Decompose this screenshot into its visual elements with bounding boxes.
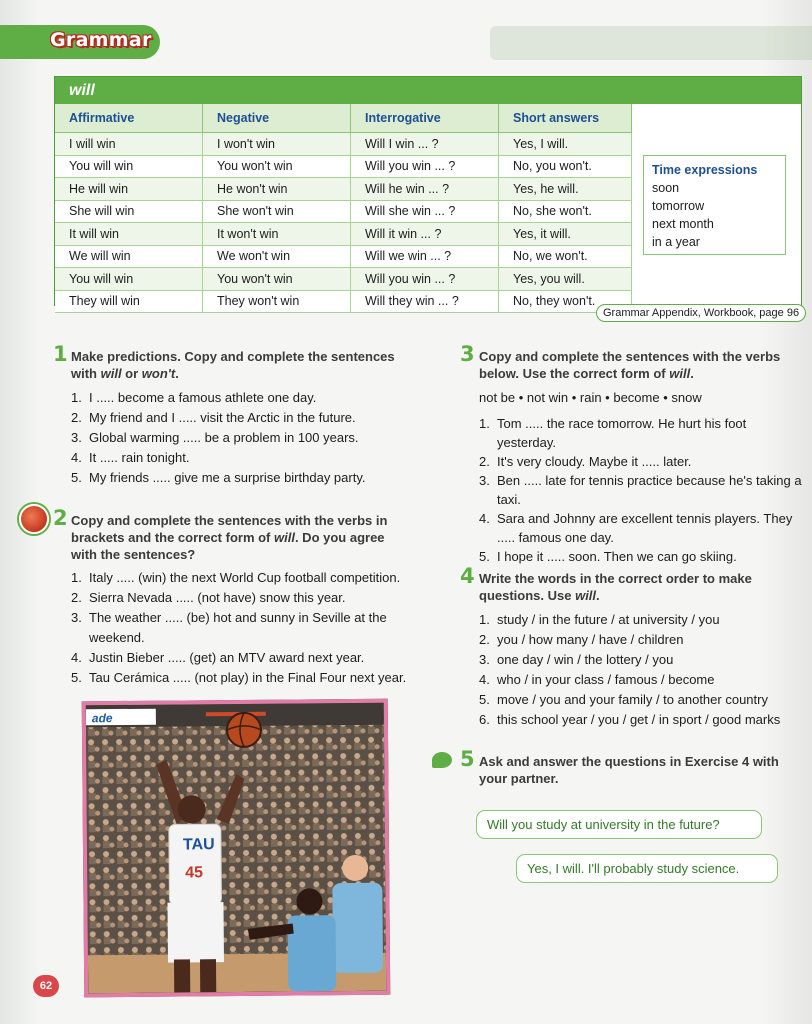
table-cell: He won't win (203, 178, 351, 201)
table-row (55, 133, 632, 156)
table-cell: Will it win ... ? (351, 223, 499, 246)
item-text: My friends ..... give me a surprise birthday party. (89, 470, 366, 485)
exercise-2-list (71, 568, 421, 688)
photo-banner-text: ade (91, 711, 113, 726)
table-cell: We will win (55, 245, 203, 268)
table-row (55, 178, 632, 201)
will-table (55, 104, 632, 313)
instruction-text: or (121, 366, 142, 381)
item-number: 2. (71, 590, 82, 605)
item-text: Tom ..... the race tomorrow. He hurt his foot yesterday. (497, 416, 747, 450)
item-text: this school year / you / get / in sport / good marks (497, 712, 781, 727)
column-header: Affirmative (55, 104, 203, 133)
basketball-photo (82, 699, 391, 998)
grammar-box (54, 76, 802, 309)
item-number: 3. (479, 473, 490, 488)
list-item (71, 668, 421, 688)
item-text: I ..... become a famous athlete one day. (89, 390, 317, 405)
table-cell: Will I win ... ? (351, 133, 499, 156)
table-row (55, 223, 632, 246)
table-cell: She won't win (203, 200, 351, 223)
item-number: 2. (71, 410, 82, 425)
list-item (479, 452, 805, 471)
table-cell: They will win (55, 290, 203, 313)
item-number: 3. (71, 610, 82, 625)
table-cell: No, she won't. (499, 200, 632, 223)
time-expression: soon (652, 181, 680, 195)
table-cell: Yes, it will. (499, 223, 632, 246)
speech-bubble-icon (432, 752, 452, 768)
table-cell: Will they win ... ? (351, 290, 499, 313)
table-cell: They won't win (203, 290, 351, 313)
table-cell: I will win (55, 133, 203, 156)
table-cell: We won't win (203, 245, 351, 268)
list-item (71, 588, 421, 608)
item-text: Sierra Nevada ..... (not have) snow this year. (89, 590, 346, 605)
list-item (479, 471, 805, 509)
exercise-5-instructions: Ask and answer the questions in Exercise 4 with your partner. (479, 754, 779, 786)
exercise-number: 4 (460, 564, 475, 588)
list-item (479, 650, 805, 670)
table-cell: Will you win ... ? (351, 268, 499, 291)
exercise-number: 5 (460, 747, 475, 771)
table-cell: Yes, you will. (499, 268, 632, 291)
item-number: 4. (479, 511, 490, 526)
item-number: 5. (71, 670, 82, 685)
list-item (71, 448, 421, 468)
time-expressions-box (643, 155, 786, 255)
exercise-1-list (71, 388, 421, 488)
svg-text:TAU: TAU (182, 836, 215, 854)
grammar-box-title: will (55, 77, 801, 104)
item-number: 5. (71, 470, 82, 485)
exercise-3-instructions (479, 348, 799, 382)
list-item (479, 509, 805, 547)
instruction-text: . Do you agree with the sentences? (71, 530, 385, 562)
section-label: Grammar (50, 29, 152, 51)
list-item (479, 547, 805, 566)
column-header: Interrogative (351, 104, 499, 133)
instruction-keyword: won't (141, 366, 176, 381)
list-item (479, 414, 805, 452)
item-number: 1. (479, 416, 490, 431)
table-cell: I won't win (203, 133, 351, 156)
answer-bubble: Yes, I will. I'll probably study science. (516, 854, 778, 883)
exercise-1-instructions (71, 348, 411, 382)
item-number: 5. (479, 549, 490, 564)
time-expression: in a year (652, 235, 700, 249)
instruction-text: Write the words in the correct order to make questions. Use (479, 571, 752, 603)
item-number: 4. (71, 450, 82, 465)
item-number: 3. (479, 652, 490, 667)
exercise-number: 3 (460, 342, 475, 366)
instruction-text: Make predictions. Copy and complete the sentences with (71, 349, 395, 381)
table-cell: You will win (55, 268, 203, 291)
table-cell: You will win (55, 155, 203, 178)
time-expression: tomorrow (652, 199, 705, 213)
exercise-number: 2 (53, 506, 68, 530)
instruction-keyword: will (575, 588, 597, 603)
item-text: Italy ..... (win) the next World Cup football competition. (89, 570, 401, 585)
item-text: study / in the future / at university / you (497, 612, 720, 627)
item-number: 2. (479, 454, 490, 469)
exercise-4-instructions (479, 570, 799, 604)
table-cell: You won't win (203, 268, 351, 291)
table-cell: No, we won't. (499, 245, 632, 268)
list-item (71, 568, 421, 588)
table-cell: Yes, I will. (499, 133, 632, 156)
basketball-icon (19, 504, 49, 534)
item-text: I hope it ..... soon. Then we can go skiing. (497, 549, 737, 564)
table-cell: He will win (55, 178, 203, 201)
table-cell: It will win (55, 223, 203, 246)
section-tab (0, 25, 160, 59)
item-text: The weather ..... (be) hot and sunny in Seville at the weekend. (89, 610, 387, 645)
column-header: Negative (203, 104, 351, 133)
table-row (55, 290, 632, 313)
list-item (71, 388, 421, 408)
table-row (55, 268, 632, 291)
instruction-text: . (175, 366, 179, 381)
instruction-text: Copy and complete the sentences with the verbs below. Use the correct form of (479, 349, 781, 381)
list-item (71, 468, 421, 488)
item-text: Tau Cerámica ..... (not play) in the Final Four next year. (89, 670, 407, 685)
item-text: Ben ..... late for tennis practice because he's taking a taxi. (497, 473, 802, 507)
list-item (479, 610, 805, 630)
bleed-through-header (490, 26, 812, 60)
table-row (55, 245, 632, 268)
item-text: It's very cloudy. Maybe it ..... later. (497, 454, 692, 469)
item-number: 1. (71, 390, 82, 405)
item-text: My friend and I ..... visit the Arctic in the future. (89, 410, 356, 425)
jersey-number: 45 (185, 864, 204, 882)
exercise-2-instructions (71, 512, 411, 563)
list-item (479, 670, 805, 690)
table-cell: No, they won't. (499, 290, 632, 313)
table-cell: Will he win ... ? (351, 178, 499, 201)
table-cell: Will we win ... ? (351, 245, 499, 268)
instruction-keyword: will (100, 366, 122, 381)
list-item (71, 428, 421, 448)
item-text: Global warming ..... be a problem in 100 years. (89, 430, 359, 445)
table-cell: Will you win ... ? (351, 155, 499, 178)
instruction-keyword: will (274, 530, 295, 545)
exercise-4-list (479, 610, 805, 730)
item-number: 1. (479, 612, 490, 627)
page-number: 62 (33, 975, 59, 997)
item-number: 5. (479, 692, 490, 707)
item-text: It ..... rain tonight. (89, 450, 190, 465)
table-row (55, 155, 632, 178)
column-header: Short answers (499, 104, 632, 133)
table-cell: No, you won't. (499, 155, 632, 178)
list-item (71, 648, 421, 668)
exercise-number: 1 (53, 342, 68, 366)
list-item (71, 608, 421, 648)
instruction-text: Copy and complete the sentences with the verbs in brackets and the correct form of (71, 513, 388, 545)
table-header-row (55, 104, 632, 133)
appendix-reference: Grammar Appendix, Workbook, page 96 (596, 304, 806, 322)
table-cell: Yes, he will. (499, 178, 632, 201)
item-number: 3. (71, 430, 82, 445)
word-bank: not be • not win • rain • become • snow (479, 390, 702, 405)
item-number: 2. (479, 632, 490, 647)
item-text: move / you and your family / to another country (497, 692, 768, 707)
table-cell: She will win (55, 200, 203, 223)
item-text: you / how many / have / children (497, 632, 684, 647)
list-item (479, 710, 805, 730)
table-cell: Will she win ... ? (351, 200, 499, 223)
item-number: 4. (479, 672, 490, 687)
table-body (55, 133, 632, 313)
item-text: who / in your class / famous / become (497, 672, 715, 687)
question-bubble: Will you study at university in the future? (476, 810, 762, 839)
instruction-text: . (596, 588, 600, 603)
list-item (479, 630, 805, 650)
time-expression: next month (652, 217, 714, 231)
exercise-3-list (479, 414, 805, 566)
instruction-keyword: will (669, 366, 691, 381)
table-cell: You won't win (203, 155, 351, 178)
item-number: 6. (479, 712, 490, 727)
table-row (55, 200, 632, 223)
item-number: 1. (71, 570, 82, 585)
item-text: Justin Bieber ..... (get) an MTV award next year. (89, 650, 365, 665)
list-item (71, 408, 421, 428)
item-text: one day / win / the lottery / you (497, 652, 674, 667)
basketball-scene (86, 703, 387, 994)
instruction-text: . (690, 366, 694, 381)
item-number: 4. (71, 650, 82, 665)
list-item (479, 690, 805, 710)
item-text: Sara and Johnny are excellent tennis players. They ..... famous one day. (497, 511, 793, 545)
table-cell: It won't win (203, 223, 351, 246)
time-expressions-title: Time expressions (652, 163, 758, 177)
